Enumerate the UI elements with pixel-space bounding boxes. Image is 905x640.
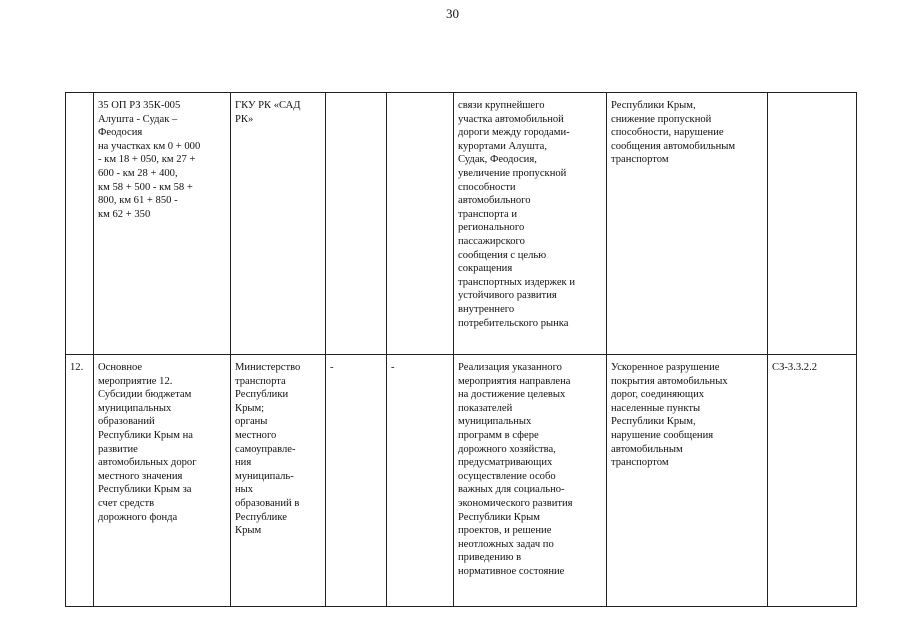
program-measures-table <box>65 92 857 607</box>
end-date-cell: - <box>387 355 454 607</box>
start-date-cell: - <box>326 355 387 607</box>
consequences-cell: Ускоренное разрушение покрытия автомобильных дорог, соединяющих населенные пункты Республики Крым, нарушение сообщения автомобильным транспортом <box>607 355 768 607</box>
start-date-cell <box>326 93 387 355</box>
expected-result-cell: связи крупнейшего участка автомобильной дороги между городами- курортами Алушта, Судак, Феодосия, увеличение пропускной способности автомобильного транспорта и регионального пассажирского сообщения с целью сокращения транспортных издержек и устойчивого развития внутреннего потребительского рынка <box>454 93 607 355</box>
table-row <box>66 93 857 355</box>
measure-name-cell: 35 ОП РЗ 35К-005 Алушта - Судак – Феодосия на участках км 0 + 000 - км 18 + 050, км 27 + 600 - км 28 + 400, км 58 + 500 - км 58 + 800, км 61 + 850 - км 62 + 350 <box>94 93 231 355</box>
row-number-cell: 12. <box>66 355 94 607</box>
expected-result-cell: Реализация указанного мероприятия направлена на достижение целевых показателей муниципальных программ в сфере дорожного хозяйства, предусматривающих осуществление особо важных для социально- экономического развития Республики Крым проектов, и решение неотложных задач по приведению в нормативное состояние <box>454 355 607 607</box>
page-number: 30 <box>446 6 459 21</box>
end-date-cell <box>387 93 454 355</box>
executor-cell: Министерство транспорта Республики Крым; органы местного самоуправле- ния муниципаль- ных образований в Республике Крым <box>231 355 326 607</box>
row-number-cell <box>66 93 94 355</box>
table-row <box>66 355 857 607</box>
indicator-link-cell: СЗ-3.3.2.2 <box>768 355 857 607</box>
measure-name-cell: Основное мероприятие 12. Субсидии бюджетам муниципальных образований Республики Крым на развитие автомобильных дорог местного значения Республики Крым за счет средств дорожного фонда <box>94 355 231 607</box>
consequences-cell: Республики Крым, снижение пропускной способности, нарушение сообщения автомобильным транспортом <box>607 93 768 355</box>
executor-cell: ГКУ РК «САД РК» <box>231 93 326 355</box>
indicator-link-cell <box>768 93 857 355</box>
